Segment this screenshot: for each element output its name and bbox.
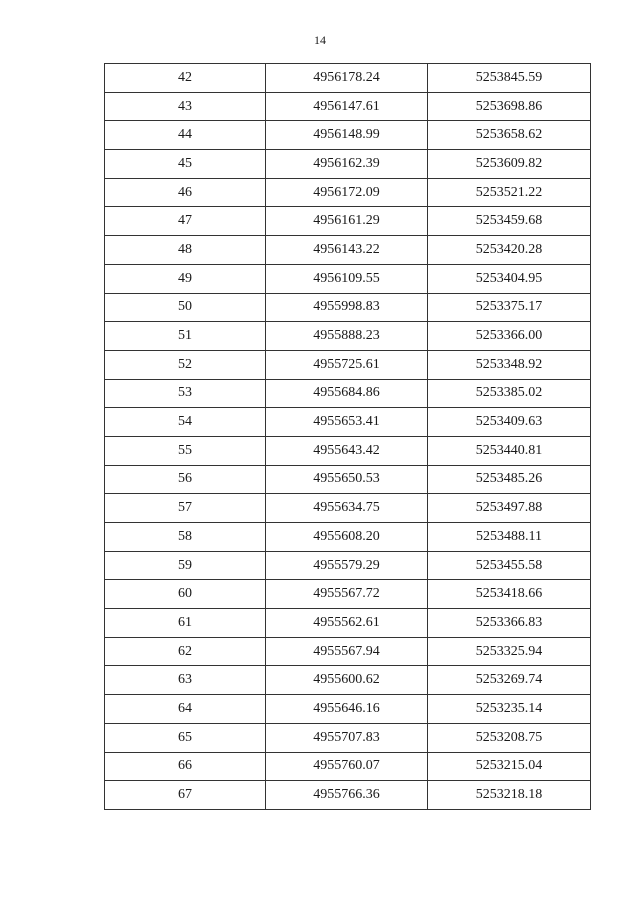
point-number-cell: 52 (105, 350, 266, 379)
x-coordinate-cell: 4955567.94 (266, 637, 428, 666)
y-coordinate-cell: 5253325.94 (428, 637, 591, 666)
table-row (105, 609, 591, 638)
page-number: 14 (314, 33, 326, 47)
point-number-cell: 60 (105, 580, 266, 609)
table-row (105, 637, 591, 666)
table-row (105, 580, 591, 609)
y-coordinate-cell: 5253497.88 (428, 494, 591, 523)
table-row (105, 236, 591, 265)
y-coordinate-cell: 5253658.62 (428, 121, 591, 150)
y-coordinate-cell: 5253208.75 (428, 723, 591, 752)
point-number-cell: 46 (105, 178, 266, 207)
point-number-cell: 67 (105, 781, 266, 810)
y-coordinate-cell: 5253235.14 (428, 695, 591, 724)
point-number-cell: 66 (105, 752, 266, 781)
table-row (105, 551, 591, 580)
x-coordinate-cell: 4956178.24 (266, 64, 428, 93)
x-coordinate-cell: 4955600.62 (266, 666, 428, 695)
table-row (105, 92, 591, 121)
table-row (105, 752, 591, 781)
point-number-cell: 57 (105, 494, 266, 523)
x-coordinate-cell: 4956147.61 (266, 92, 428, 121)
point-number-cell: 43 (105, 92, 266, 121)
table-row (105, 436, 591, 465)
point-number-cell: 49 (105, 264, 266, 293)
table-row (105, 322, 591, 351)
point-number-cell: 55 (105, 436, 266, 465)
table-row (105, 781, 591, 810)
point-number-cell: 48 (105, 236, 266, 265)
x-coordinate-cell: 4955725.61 (266, 350, 428, 379)
y-coordinate-cell: 5253455.58 (428, 551, 591, 580)
point-number-cell: 65 (105, 723, 266, 752)
x-coordinate-cell: 4955653.41 (266, 408, 428, 437)
y-coordinate-cell: 5253218.18 (428, 781, 591, 810)
point-number-cell: 54 (105, 408, 266, 437)
y-coordinate-cell: 5253269.74 (428, 666, 591, 695)
x-coordinate-cell: 4955608.20 (266, 523, 428, 552)
x-coordinate-cell: 4955650.53 (266, 465, 428, 494)
table-row (105, 64, 591, 93)
point-number-cell: 59 (105, 551, 266, 580)
table-row (105, 293, 591, 322)
x-coordinate-cell: 4956161.29 (266, 207, 428, 236)
point-number-cell: 63 (105, 666, 266, 695)
point-number-cell: 44 (105, 121, 266, 150)
table-row (105, 523, 591, 552)
x-coordinate-cell: 4955766.36 (266, 781, 428, 810)
x-coordinate-cell: 4956109.55 (266, 264, 428, 293)
x-coordinate-cell: 4956143.22 (266, 236, 428, 265)
x-coordinate-cell: 4955707.83 (266, 723, 428, 752)
x-coordinate-cell: 4955579.29 (266, 551, 428, 580)
y-coordinate-cell: 5253440.81 (428, 436, 591, 465)
x-coordinate-cell: 4956172.09 (266, 178, 428, 207)
point-number-cell: 56 (105, 465, 266, 494)
x-coordinate-cell: 4956148.99 (266, 121, 428, 150)
coordinates-table-body (105, 64, 591, 810)
y-coordinate-cell: 5253418.66 (428, 580, 591, 609)
table-row (105, 207, 591, 236)
table-row (105, 150, 591, 179)
table-row (105, 695, 591, 724)
table-row (105, 408, 591, 437)
point-number-cell: 50 (105, 293, 266, 322)
y-coordinate-cell: 5253348.92 (428, 350, 591, 379)
x-coordinate-cell: 4955760.07 (266, 752, 428, 781)
y-coordinate-cell: 5253609.82 (428, 150, 591, 179)
x-coordinate-cell: 4955998.83 (266, 293, 428, 322)
x-coordinate-cell: 4955567.72 (266, 580, 428, 609)
x-coordinate-cell: 4956162.39 (266, 150, 428, 179)
x-coordinate-cell: 4955562.61 (266, 609, 428, 638)
table-row (105, 465, 591, 494)
point-number-cell: 51 (105, 322, 266, 351)
y-coordinate-cell: 5253698.86 (428, 92, 591, 121)
table-row (105, 264, 591, 293)
table-row (105, 379, 591, 408)
table-row (105, 666, 591, 695)
y-coordinate-cell: 5253521.22 (428, 178, 591, 207)
y-coordinate-cell: 5253215.04 (428, 752, 591, 781)
y-coordinate-cell: 5253459.68 (428, 207, 591, 236)
point-number-cell: 42 (105, 64, 266, 93)
point-number-cell: 58 (105, 523, 266, 552)
point-number-cell: 47 (105, 207, 266, 236)
table-row (105, 121, 591, 150)
x-coordinate-cell: 4955643.42 (266, 436, 428, 465)
y-coordinate-cell: 5253488.11 (428, 523, 591, 552)
table-row (105, 723, 591, 752)
y-coordinate-cell: 5253409.63 (428, 408, 591, 437)
y-coordinate-cell: 5253404.95 (428, 264, 591, 293)
x-coordinate-cell: 4955634.75 (266, 494, 428, 523)
point-number-cell: 53 (105, 379, 266, 408)
x-coordinate-cell: 4955888.23 (266, 322, 428, 351)
point-number-cell: 64 (105, 695, 266, 724)
point-number-cell: 45 (105, 150, 266, 179)
x-coordinate-cell: 4955646.16 (266, 695, 428, 724)
y-coordinate-cell: 5253420.28 (428, 236, 591, 265)
coordinates-table (104, 63, 591, 810)
y-coordinate-cell: 5253385.02 (428, 379, 591, 408)
table-row (105, 350, 591, 379)
y-coordinate-cell: 5253366.83 (428, 609, 591, 638)
x-coordinate-cell: 4955684.86 (266, 379, 428, 408)
y-coordinate-cell: 5253485.26 (428, 465, 591, 494)
table-row (105, 494, 591, 523)
y-coordinate-cell: 5253375.17 (428, 293, 591, 322)
point-number-cell: 62 (105, 637, 266, 666)
table-row (105, 178, 591, 207)
y-coordinate-cell: 5253845.59 (428, 64, 591, 93)
y-coordinate-cell: 5253366.00 (428, 322, 591, 351)
point-number-cell: 61 (105, 609, 266, 638)
